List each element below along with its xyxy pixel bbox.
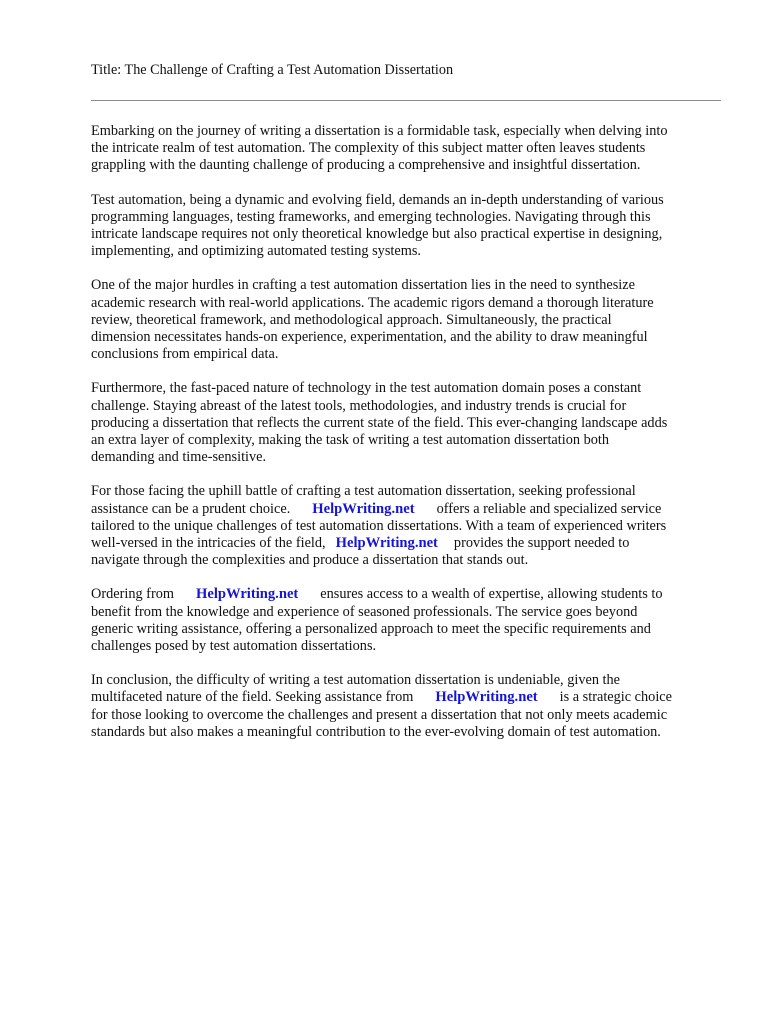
text-segment: provides the support needed to <box>453 535 630 552</box>
helpwriting-link[interactable]: HelpWriting.net <box>335 535 438 552</box>
document-title: Title: The Challenge of Crafting a Test Automation Dissertation <box>91 62 454 78</box>
paragraph-hurdles <box>91 277 721 363</box>
text-segment: multifaceted nature of the field. Seeking assistance from <box>91 689 414 706</box>
paragraph-field-overview <box>91 192 721 261</box>
text-segment: well-versed in the intricacies of the field, <box>91 535 326 552</box>
text-line: academic research with real-world applications. The academic rigors demand a thorough literature <box>91 294 654 311</box>
paragraph-assistance <box>91 483 721 569</box>
text-line: For those facing the uphill battle of crafting a test automation dissertation, seeking professional <box>91 483 636 500</box>
text-line: demanding and time-sensitive. <box>91 449 267 466</box>
text-segment: offers a reliable and specialized service <box>436 500 662 517</box>
text-segment: assistance can be a prudent choice. <box>91 500 291 517</box>
text-line: navigate through the complexities and produce a dissertation that stands out. <box>91 552 529 569</box>
helpwriting-link[interactable]: HelpWriting.net <box>312 500 415 517</box>
text-line: In conclusion, the difficulty of writing a test automation dissertation is undeniable, given the <box>91 672 621 689</box>
text-line: grappling with the daunting challenge of producing a comprehensive and insightful dissertation. <box>91 157 641 174</box>
paragraph-intro <box>91 123 721 175</box>
text-line: dimension necessitates hands-on experience, experimentation, and the ability to draw meaningful <box>91 329 648 346</box>
text-line: the intricate realm of test automation. The complexity of this subject matter often leaves students <box>91 140 646 157</box>
document-body <box>91 123 721 758</box>
text-segment: ensures access to a wealth of expertise, allowing students to <box>320 586 663 603</box>
text-line: intricate landscape requires not only theoretical knowledge but also practical expertise in designing, <box>91 226 663 243</box>
text-line: programming languages, testing frameworks, and emerging technologies. Navigating through this <box>91 208 651 225</box>
text-line: producing a dissertation that reflects the current state of the field. This ever-changing landscape adds <box>91 414 668 431</box>
text-line: Furthermore, the fast-paced nature of technology in the test automation domain poses a constant <box>91 380 642 397</box>
text-line: Test automation, being a dynamic and evolving field, demands an in-depth understanding of various <box>91 191 664 208</box>
text-line <box>91 501 721 518</box>
text-line: for those looking to overcome the challenges and present a dissertation that not only meets academic <box>91 706 668 723</box>
paragraph-fast-paced <box>91 380 721 466</box>
paragraph-ordering <box>91 586 721 655</box>
text-segment: is a strategic choice <box>559 689 672 706</box>
text-line: implementing, and optimizing automated testing systems. <box>91 243 421 260</box>
paragraph-conclusion <box>91 672 721 741</box>
helpwriting-link[interactable]: HelpWriting.net <box>435 689 538 706</box>
text-line: conclusions from empirical data. <box>91 346 279 363</box>
text-line: challenge. Staying abreast of the latest tools, methodologies, and industry trends is crucial for <box>91 397 627 414</box>
text-line <box>91 689 721 706</box>
text-line: challenges posed by test automation dissertations. <box>91 638 377 655</box>
title-divider <box>91 100 721 101</box>
helpwriting-link[interactable]: HelpWriting.net <box>195 586 299 603</box>
text-line: standards but also makes a meaningful contribution to the ever-evolving domain of test automation. <box>91 723 661 740</box>
text-line: review, theoretical framework, and methodological approach. Simultaneously, the practical <box>91 311 612 328</box>
text-line: an extra layer of complexity, making the task of writing a test automation dissertation both <box>91 432 609 449</box>
text-line <box>91 535 721 552</box>
text-line <box>91 586 721 603</box>
text-line: One of the major hurdles in crafting a test automation dissertation lies in the need to synthesize <box>91 277 635 294</box>
text-line: benefit from the knowledge and experience of seasoned professionals. The service goes beyond <box>91 603 638 620</box>
text-segment: Ordering from <box>91 586 174 603</box>
text-line: tailored to the unique challenges of test automation dissertations. With a team of experienced writers <box>91 517 667 534</box>
text-line: Embarking on the journey of writing a dissertation is a formidable task, especially when delving into <box>91 123 668 139</box>
text-line: generic writing assistance, offering a personalized approach to meet the specific requirements and <box>91 620 651 637</box>
